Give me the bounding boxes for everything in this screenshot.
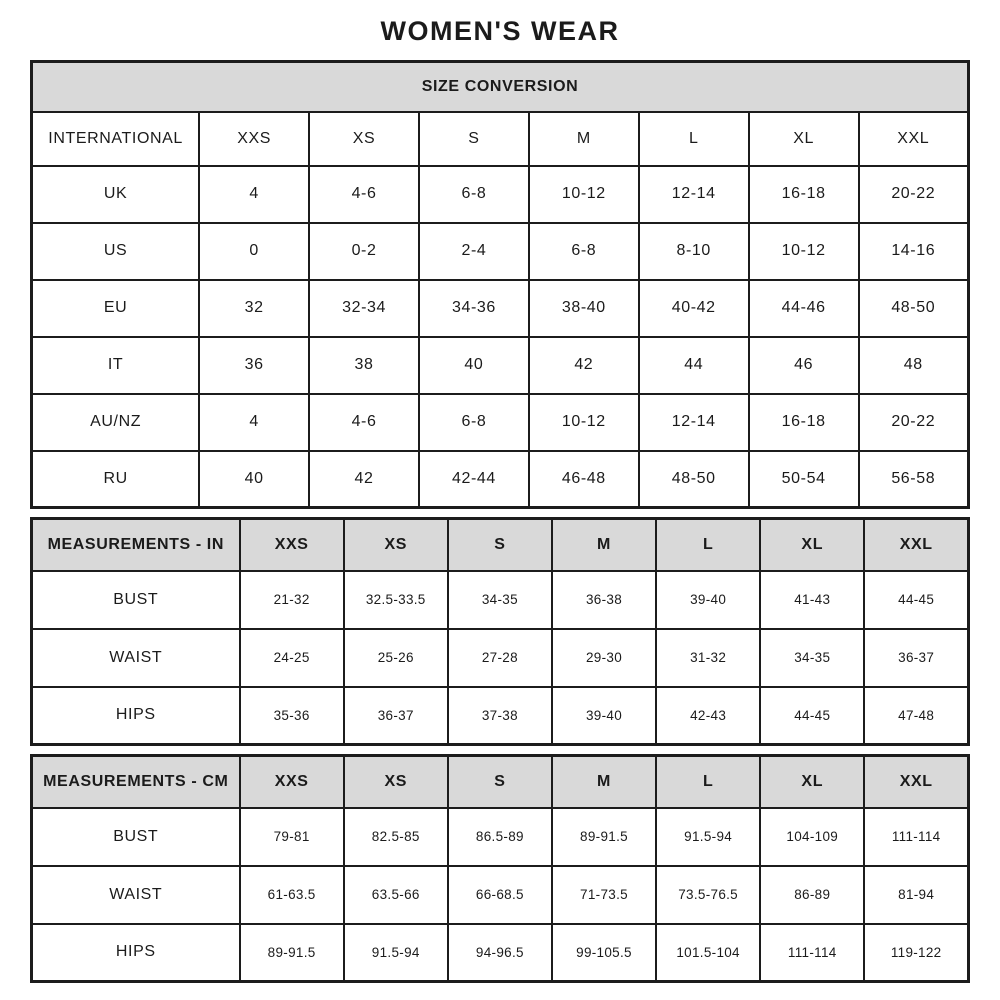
value-cell: 48-50 <box>859 280 969 337</box>
table-row <box>32 687 969 745</box>
value-cell: 41-43 <box>760 571 864 629</box>
row-label: HIPS <box>32 924 240 982</box>
value-cell: 35-36 <box>240 687 344 745</box>
value-cell: 0-2 <box>309 223 419 280</box>
value-cell: 12-14 <box>639 394 749 451</box>
column-header-xs: XS <box>309 112 419 166</box>
value-cell: 44-45 <box>864 571 968 629</box>
value-cell: 6-8 <box>419 394 529 451</box>
value-cell: 25-26 <box>344 629 448 687</box>
value-cell: 32-34 <box>309 280 419 337</box>
value-cell: 99-105.5 <box>552 924 656 982</box>
value-cell: 32.5-33.5 <box>344 571 448 629</box>
measurements-in-label-header: MEASUREMENTS - IN <box>32 519 240 571</box>
value-cell: 14-16 <box>859 223 969 280</box>
column-header-xl: XL <box>760 756 864 808</box>
value-cell: 40-42 <box>639 280 749 337</box>
page-title: WOMEN'S WEAR <box>380 16 620 46</box>
value-cell: 20-22 <box>859 166 969 223</box>
value-cell: 47-48 <box>864 687 968 745</box>
value-cell: 0 <box>199 223 309 280</box>
value-cell: 39-40 <box>552 687 656 745</box>
value-cell: 61-63.5 <box>240 866 344 924</box>
value-cell: 48-50 <box>639 451 749 508</box>
row-label: BUST <box>32 808 240 866</box>
value-cell: 82.5-85 <box>344 808 448 866</box>
value-cell: 16-18 <box>749 394 859 451</box>
table-row <box>32 223 969 280</box>
column-header-xl: XL <box>760 519 864 571</box>
size-conversion-band-row <box>32 62 969 112</box>
table-row <box>32 866 969 924</box>
measurements-in-table <box>30 517 970 746</box>
value-cell: 42 <box>529 337 639 394</box>
value-cell: 66-68.5 <box>448 866 552 924</box>
value-cell: 50-54 <box>749 451 859 508</box>
value-cell: 21-32 <box>240 571 344 629</box>
row-label: UK <box>32 166 200 223</box>
value-cell: 31-32 <box>656 629 760 687</box>
value-cell: 36-37 <box>344 687 448 745</box>
size-conversion-header-row <box>32 112 969 166</box>
column-header-xxs: XXS <box>240 756 344 808</box>
value-cell: 44-45 <box>760 687 864 745</box>
size-conversion-label-header: INTERNATIONAL <box>32 112 200 166</box>
value-cell: 44-46 <box>749 280 859 337</box>
value-cell: 91.5-94 <box>344 924 448 982</box>
column-header-l: L <box>656 519 760 571</box>
column-header-xxl: XXL <box>859 112 969 166</box>
column-header-m: M <box>552 519 656 571</box>
value-cell: 56-58 <box>859 451 969 508</box>
value-cell: 36 <box>199 337 309 394</box>
row-label: HIPS <box>32 687 240 745</box>
value-cell: 104-109 <box>760 808 864 866</box>
value-cell: 46-48 <box>529 451 639 508</box>
table-row <box>32 629 969 687</box>
row-label: AU/NZ <box>32 394 200 451</box>
column-header-xs: XS <box>344 756 448 808</box>
value-cell: 10-12 <box>529 394 639 451</box>
value-cell: 4 <box>199 166 309 223</box>
column-header-m: M <box>529 112 639 166</box>
value-cell: 10-12 <box>529 166 639 223</box>
table-row <box>32 808 969 866</box>
value-cell: 24-25 <box>240 629 344 687</box>
value-cell: 111-114 <box>864 808 968 866</box>
value-cell: 79-81 <box>240 808 344 866</box>
value-cell: 89-91.5 <box>240 924 344 982</box>
value-cell: 42-43 <box>656 687 760 745</box>
value-cell: 86-89 <box>760 866 864 924</box>
value-cell: 46 <box>749 337 859 394</box>
value-cell: 63.5-66 <box>344 866 448 924</box>
column-header-xxl: XXL <box>864 756 968 808</box>
value-cell: 73.5-76.5 <box>656 866 760 924</box>
value-cell: 40 <box>419 337 529 394</box>
table-row <box>32 280 969 337</box>
value-cell: 32 <box>199 280 309 337</box>
value-cell: 6-8 <box>529 223 639 280</box>
value-cell: 4 <box>199 394 309 451</box>
value-cell: 44 <box>639 337 749 394</box>
measurements-in-header-row <box>32 519 969 571</box>
column-header-m: M <box>552 756 656 808</box>
value-cell: 111-114 <box>760 924 864 982</box>
value-cell: 34-35 <box>448 571 552 629</box>
column-header-xxs: XXS <box>240 519 344 571</box>
size-conversion-table <box>30 60 970 509</box>
value-cell: 16-18 <box>749 166 859 223</box>
value-cell: 38 <box>309 337 419 394</box>
value-cell: 101.5-104 <box>656 924 760 982</box>
value-cell: 81-94 <box>864 866 968 924</box>
column-header-xs: XS <box>344 519 448 571</box>
row-label: WAIST <box>32 629 240 687</box>
row-label: EU <box>32 280 200 337</box>
row-label: BUST <box>32 571 240 629</box>
value-cell: 4-6 <box>309 166 419 223</box>
column-header-s: S <box>448 756 552 808</box>
row-label: US <box>32 223 200 280</box>
value-cell: 91.5-94 <box>656 808 760 866</box>
table-row <box>32 337 969 394</box>
row-label: IT <box>32 337 200 394</box>
table-row <box>32 394 969 451</box>
measurements-cm-header-row <box>32 756 969 808</box>
row-label: RU <box>32 451 200 508</box>
table-row <box>32 571 969 629</box>
measurements-cm-table <box>30 754 970 983</box>
value-cell: 34-36 <box>419 280 529 337</box>
column-header-s: S <box>419 112 529 166</box>
column-header-l: L <box>639 112 749 166</box>
column-header-xxs: XXS <box>199 112 309 166</box>
value-cell: 40 <box>199 451 309 508</box>
value-cell: 36-38 <box>552 571 656 629</box>
value-cell: 89-91.5 <box>552 808 656 866</box>
value-cell: 36-37 <box>864 629 968 687</box>
value-cell: 48 <box>859 337 969 394</box>
table-row <box>32 166 969 223</box>
size-conversion-title: SIZE CONVERSION <box>32 62 969 112</box>
value-cell: 2-4 <box>419 223 529 280</box>
measurements-cm-label-header: MEASUREMENTS - CM <box>32 756 240 808</box>
row-label: WAIST <box>32 866 240 924</box>
value-cell: 27-28 <box>448 629 552 687</box>
value-cell: 8-10 <box>639 223 749 280</box>
value-cell: 86.5-89 <box>448 808 552 866</box>
value-cell: 10-12 <box>749 223 859 280</box>
table-row <box>32 924 969 982</box>
value-cell: 6-8 <box>419 166 529 223</box>
value-cell: 4-6 <box>309 394 419 451</box>
value-cell: 38-40 <box>529 280 639 337</box>
value-cell: 12-14 <box>639 166 749 223</box>
table-row <box>32 451 969 508</box>
value-cell: 42-44 <box>419 451 529 508</box>
value-cell: 34-35 <box>760 629 864 687</box>
value-cell: 39-40 <box>656 571 760 629</box>
column-header-s: S <box>448 519 552 571</box>
value-cell: 71-73.5 <box>552 866 656 924</box>
value-cell: 29-30 <box>552 629 656 687</box>
column-header-xxl: XXL <box>864 519 968 571</box>
value-cell: 94-96.5 <box>448 924 552 982</box>
value-cell: 37-38 <box>448 687 552 745</box>
value-cell: 20-22 <box>859 394 969 451</box>
column-header-xl: XL <box>749 112 859 166</box>
value-cell: 42 <box>309 451 419 508</box>
value-cell: 119-122 <box>864 924 968 982</box>
column-header-l: L <box>656 756 760 808</box>
